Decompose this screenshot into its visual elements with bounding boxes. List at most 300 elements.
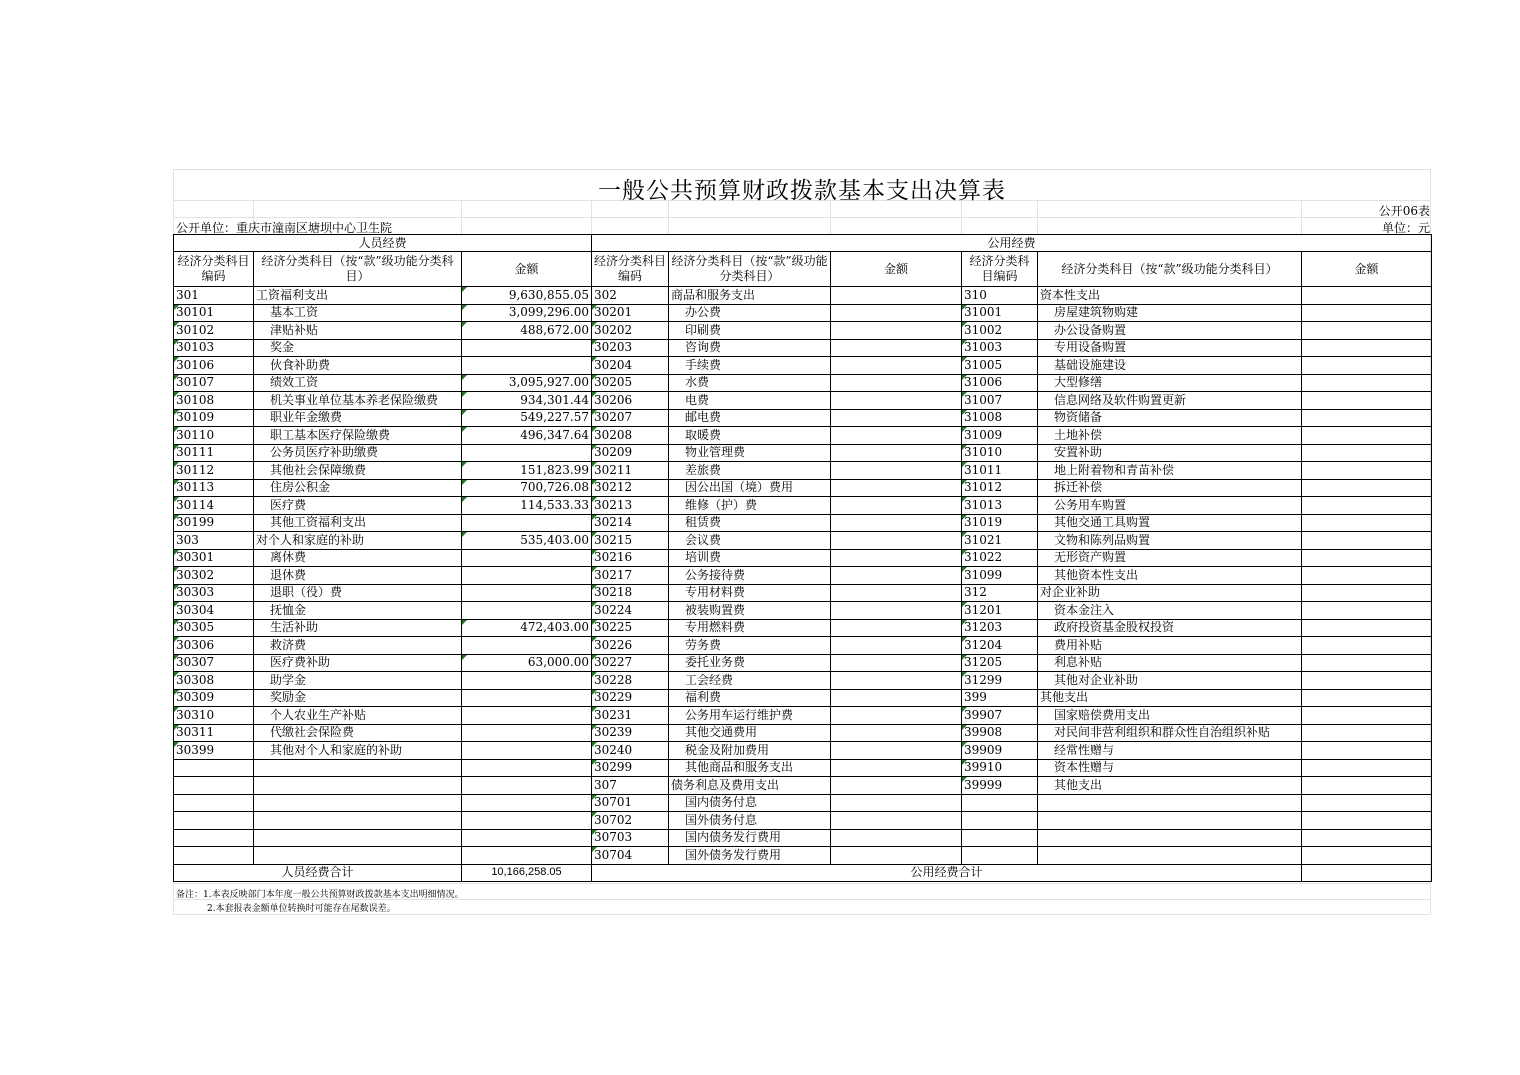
item-cell bbox=[1038, 829, 1302, 847]
amount-cell bbox=[1302, 602, 1432, 620]
item-cell: 国内债务付息 bbox=[669, 794, 831, 812]
code-cell: 30704 bbox=[592, 847, 669, 865]
amount-cell bbox=[1302, 619, 1432, 637]
gridline bbox=[961, 200, 962, 234]
amount-cell bbox=[831, 707, 962, 725]
amount-cell bbox=[462, 567, 592, 585]
item-cell: 物业管理费 bbox=[669, 444, 831, 462]
code-cell: 30101 bbox=[174, 304, 254, 322]
item-cell: 文物和陈列品购置 bbox=[1038, 532, 1302, 550]
amount-cell bbox=[831, 584, 962, 602]
amount-cell: 3,095,927.00 bbox=[462, 374, 592, 392]
item-cell: 国外债务付息 bbox=[669, 812, 831, 830]
item-cell: 商品和服务支出 bbox=[669, 287, 831, 305]
item-cell bbox=[254, 812, 462, 830]
gridline bbox=[173, 883, 1431, 884]
code-cell: 30109 bbox=[174, 409, 254, 427]
code-cell: 30217 bbox=[592, 567, 669, 585]
table-row bbox=[174, 357, 1432, 375]
code-cell bbox=[174, 759, 254, 777]
code-cell: 30301 bbox=[174, 549, 254, 567]
code-cell: 30205 bbox=[592, 374, 669, 392]
item-cell: 维修（护）费 bbox=[669, 497, 831, 515]
item-cell: 对企业补助 bbox=[1038, 584, 1302, 602]
item-cell: 房屋建筑物购建 bbox=[1038, 304, 1302, 322]
personnel-section-header: 人员经费 bbox=[174, 235, 592, 252]
code-cell: 30111 bbox=[174, 444, 254, 462]
column-header-amount: 金额 bbox=[831, 252, 962, 287]
item-cell: 其他对企业补助 bbox=[1038, 672, 1302, 690]
gridline bbox=[173, 217, 1431, 218]
code-cell: 39910 bbox=[962, 759, 1038, 777]
amount-cell bbox=[462, 707, 592, 725]
item-cell: 专用材料费 bbox=[669, 584, 831, 602]
item-cell: 其他对个人和家庭的补助 bbox=[254, 742, 462, 760]
amount-cell bbox=[1302, 637, 1432, 655]
amount-cell bbox=[831, 672, 962, 690]
code-cell: 31019 bbox=[962, 514, 1038, 532]
amount-cell bbox=[1302, 287, 1432, 305]
code-cell: 30702 bbox=[592, 812, 669, 830]
code-cell: 30107 bbox=[174, 374, 254, 392]
amount-cell bbox=[462, 777, 592, 795]
gridline bbox=[461, 200, 462, 234]
amount-cell bbox=[462, 794, 592, 812]
footnotes bbox=[176, 888, 464, 916]
amount-cell bbox=[831, 374, 962, 392]
code-cell: 30110 bbox=[174, 427, 254, 445]
code-cell: 30399 bbox=[174, 742, 254, 760]
item-cell: 退休费 bbox=[254, 567, 462, 585]
code-cell: 31003 bbox=[962, 339, 1038, 357]
table-row bbox=[174, 619, 1432, 637]
item-cell: 生活补助 bbox=[254, 619, 462, 637]
code-cell: 302 bbox=[592, 287, 669, 305]
item-cell bbox=[254, 794, 462, 812]
amount-cell bbox=[462, 339, 592, 357]
code-cell: 31299 bbox=[962, 672, 1038, 690]
code-cell: 30204 bbox=[592, 357, 669, 375]
amount-cell bbox=[1302, 514, 1432, 532]
item-cell: 国内债务发行费用 bbox=[669, 829, 831, 847]
item-cell: 基本工资 bbox=[254, 304, 462, 322]
item-cell: 助学金 bbox=[254, 672, 462, 690]
item-cell: 基础设施建设 bbox=[1038, 357, 1302, 375]
code-cell: 30224 bbox=[592, 602, 669, 620]
code-cell: 31001 bbox=[962, 304, 1038, 322]
item-cell: 工会经费 bbox=[669, 672, 831, 690]
item-cell: 土地补偿 bbox=[1038, 427, 1302, 445]
amount-cell bbox=[1302, 392, 1432, 410]
amount-cell bbox=[1302, 357, 1432, 375]
code-cell: 30226 bbox=[592, 637, 669, 655]
item-cell: 对民间非营利组织和群众性自治组织补贴 bbox=[1038, 724, 1302, 742]
code-cell: 30229 bbox=[592, 689, 669, 707]
item-cell: 经常性赠与 bbox=[1038, 742, 1302, 760]
item-cell: 培训费 bbox=[669, 549, 831, 567]
code-cell bbox=[174, 829, 254, 847]
code-cell: 399 bbox=[962, 689, 1038, 707]
amount-cell bbox=[462, 584, 592, 602]
code-cell: 30701 bbox=[592, 794, 669, 812]
amount-cell bbox=[831, 339, 962, 357]
item-cell: 其他商品和服务支出 bbox=[669, 759, 831, 777]
amount-cell bbox=[462, 444, 592, 462]
code-cell: 30303 bbox=[174, 584, 254, 602]
code-cell: 30307 bbox=[174, 654, 254, 672]
code-cell: 30203 bbox=[592, 339, 669, 357]
column-header-code: 经济分类科目编码 bbox=[592, 252, 669, 287]
amount-cell bbox=[1302, 339, 1432, 357]
amount-cell bbox=[1302, 479, 1432, 497]
amount-cell bbox=[831, 479, 962, 497]
code-cell: 30218 bbox=[592, 584, 669, 602]
column-header-amount: 金额 bbox=[462, 252, 592, 287]
table-row bbox=[174, 462, 1432, 480]
code-cell: 312 bbox=[962, 584, 1038, 602]
item-cell: 邮电费 bbox=[669, 409, 831, 427]
code-cell: 30227 bbox=[592, 654, 669, 672]
item-cell: 信息网络及软件购置更新 bbox=[1038, 392, 1302, 410]
table-row bbox=[174, 549, 1432, 567]
code-cell: 30214 bbox=[592, 514, 669, 532]
item-cell: 伙食补助费 bbox=[254, 357, 462, 375]
amount-cell bbox=[1302, 497, 1432, 515]
table-row bbox=[174, 637, 1432, 655]
item-cell bbox=[1038, 847, 1302, 865]
item-cell: 电费 bbox=[669, 392, 831, 410]
code-cell: 307 bbox=[592, 777, 669, 795]
item-cell: 公务员医疗补助缴费 bbox=[254, 444, 462, 462]
table-row bbox=[174, 602, 1432, 620]
item-cell: 其他支出 bbox=[1038, 689, 1302, 707]
code-cell: 30305 bbox=[174, 619, 254, 637]
amount-cell bbox=[831, 829, 962, 847]
item-cell: 无形资产购置 bbox=[1038, 549, 1302, 567]
gridline bbox=[1301, 200, 1302, 234]
amount-cell bbox=[831, 287, 962, 305]
table-row bbox=[174, 374, 1432, 392]
code-cell: 30112 bbox=[174, 462, 254, 480]
table-row bbox=[174, 427, 1432, 445]
item-cell: 其他社会保障缴费 bbox=[254, 462, 462, 480]
item-cell: 奖金 bbox=[254, 339, 462, 357]
code-cell: 30103 bbox=[174, 339, 254, 357]
amount-cell bbox=[1302, 584, 1432, 602]
code-cell: 30228 bbox=[592, 672, 669, 690]
code-cell: 31009 bbox=[962, 427, 1038, 445]
form-number: 公开06表 bbox=[1378, 204, 1430, 218]
table-row bbox=[174, 444, 1432, 462]
amount-cell bbox=[831, 724, 962, 742]
amount-cell: 114,533.33 bbox=[462, 497, 592, 515]
amount-cell bbox=[462, 689, 592, 707]
item-cell: 办公费 bbox=[669, 304, 831, 322]
amount-cell bbox=[462, 847, 592, 865]
code-cell bbox=[174, 777, 254, 795]
amount-cell bbox=[1302, 654, 1432, 672]
code-cell: 39908 bbox=[962, 724, 1038, 742]
page-title: 一般公共预算财政拨款基本支出决算表 bbox=[598, 178, 1006, 204]
item-cell: 国家赔偿费用支出 bbox=[1038, 707, 1302, 725]
code-cell: 31201 bbox=[962, 602, 1038, 620]
code-cell: 30311 bbox=[174, 724, 254, 742]
amount-cell bbox=[462, 829, 592, 847]
amount-cell bbox=[831, 497, 962, 515]
amount-cell bbox=[831, 777, 962, 795]
item-cell: 咨询费 bbox=[669, 339, 831, 357]
gridline bbox=[1037, 200, 1038, 234]
item-cell: 手续费 bbox=[669, 357, 831, 375]
amount-cell: 472,403.00 bbox=[462, 619, 592, 637]
item-cell: 对个人和家庭的补助 bbox=[254, 532, 462, 550]
column-header-item: 经济分类科目（按“款”级功能分类科目） bbox=[254, 252, 462, 287]
reporting-unit: 公开单位：重庆市潼南区塘坝中心卫生院 bbox=[176, 221, 393, 235]
table-row bbox=[174, 812, 1432, 830]
table-row bbox=[174, 707, 1432, 725]
item-cell: 公务接待费 bbox=[669, 567, 831, 585]
amount-cell bbox=[1302, 532, 1432, 550]
code-cell bbox=[174, 847, 254, 865]
item-cell: 代缴社会保险费 bbox=[254, 724, 462, 742]
item-cell: 拆迁补偿 bbox=[1038, 479, 1302, 497]
table-row bbox=[174, 497, 1432, 515]
amount-cell bbox=[462, 357, 592, 375]
amount-cell: 9,630,855.05 bbox=[462, 287, 592, 305]
amount-cell bbox=[831, 532, 962, 550]
item-cell: 劳务费 bbox=[669, 637, 831, 655]
table-row bbox=[174, 689, 1432, 707]
amount-cell bbox=[831, 689, 962, 707]
code-cell: 30225 bbox=[592, 619, 669, 637]
amount-cell bbox=[831, 462, 962, 480]
item-cell: 因公出国（境）费用 bbox=[669, 479, 831, 497]
code-cell: 39907 bbox=[962, 707, 1038, 725]
item-cell: 职工基本医疗保险缴费 bbox=[254, 427, 462, 445]
amount-cell bbox=[1302, 304, 1432, 322]
item-cell: 物资储备 bbox=[1038, 409, 1302, 427]
amount-cell bbox=[1302, 322, 1432, 340]
code-cell bbox=[962, 847, 1038, 865]
amount-cell bbox=[831, 602, 962, 620]
table-row bbox=[174, 479, 1432, 497]
code-cell: 31010 bbox=[962, 444, 1038, 462]
column-header-code: 经济分类科目编码 bbox=[174, 252, 254, 287]
table-row bbox=[174, 409, 1432, 427]
amount-cell: 63,000.00 bbox=[462, 654, 592, 672]
table-row bbox=[174, 392, 1432, 410]
item-cell bbox=[254, 777, 462, 795]
table-row bbox=[174, 759, 1432, 777]
gridline bbox=[830, 200, 831, 234]
item-cell: 退职（役）费 bbox=[254, 584, 462, 602]
code-cell: 31021 bbox=[962, 532, 1038, 550]
item-cell: 取暖费 bbox=[669, 427, 831, 445]
amount-cell bbox=[1302, 567, 1432, 585]
amount-cell bbox=[462, 812, 592, 830]
code-cell bbox=[174, 794, 254, 812]
code-cell: 30309 bbox=[174, 689, 254, 707]
column-header-item: 经济分类科目（按“款”级功能分类科目） bbox=[669, 252, 831, 287]
amount-cell bbox=[462, 759, 592, 777]
amount-cell bbox=[1302, 409, 1432, 427]
amount-cell bbox=[462, 637, 592, 655]
item-cell: 其他交通费用 bbox=[669, 724, 831, 742]
table-row bbox=[174, 339, 1432, 357]
code-cell: 30212 bbox=[592, 479, 669, 497]
amount-cell bbox=[831, 322, 962, 340]
amount-cell bbox=[831, 409, 962, 427]
item-cell: 债务利息及费用支出 bbox=[669, 777, 831, 795]
footnote: 备注：1.本表反映部门本年度一般公共预算财政拨款基本支出明细情况。 bbox=[176, 890, 464, 900]
amount-cell bbox=[1302, 549, 1432, 567]
code-cell: 30310 bbox=[174, 707, 254, 725]
amount-cell bbox=[831, 812, 962, 830]
code-cell: 30102 bbox=[174, 322, 254, 340]
amount-cell bbox=[1302, 724, 1432, 742]
code-cell: 30206 bbox=[592, 392, 669, 410]
amount-cell bbox=[1302, 847, 1432, 865]
item-cell: 国外债务发行费用 bbox=[669, 847, 831, 865]
amount-cell: 700,726.08 bbox=[462, 479, 592, 497]
amount-cell bbox=[462, 672, 592, 690]
code-cell: 31002 bbox=[962, 322, 1038, 340]
amount-cell bbox=[462, 742, 592, 760]
item-cell: 个人农业生产补贴 bbox=[254, 707, 462, 725]
table-row bbox=[174, 724, 1432, 742]
amount-cell bbox=[831, 357, 962, 375]
table-row bbox=[174, 672, 1432, 690]
amount-cell bbox=[1302, 829, 1432, 847]
table-row bbox=[174, 829, 1432, 847]
expenditure-table bbox=[173, 234, 1432, 882]
item-cell: 津贴补贴 bbox=[254, 322, 462, 340]
code-cell bbox=[962, 794, 1038, 812]
amount-cell bbox=[1302, 812, 1432, 830]
item-cell: 政府投资基金股权投资 bbox=[1038, 619, 1302, 637]
code-cell: 30302 bbox=[174, 567, 254, 585]
amount-cell bbox=[831, 742, 962, 760]
amount-cell bbox=[831, 759, 962, 777]
code-cell: 30231 bbox=[592, 707, 669, 725]
amount-cell bbox=[1302, 374, 1432, 392]
amount-cell bbox=[1302, 707, 1432, 725]
code-cell bbox=[174, 812, 254, 830]
item-cell: 医疗费 bbox=[254, 497, 462, 515]
table-row bbox=[174, 287, 1432, 305]
amount-cell bbox=[1302, 462, 1432, 480]
table-row bbox=[174, 742, 1432, 760]
item-cell: 福利费 bbox=[669, 689, 831, 707]
code-cell bbox=[962, 829, 1038, 847]
code-cell: 30304 bbox=[174, 602, 254, 620]
code-cell: 30202 bbox=[592, 322, 669, 340]
gridline bbox=[668, 200, 669, 234]
code-cell: 31205 bbox=[962, 654, 1038, 672]
item-cell: 费用补贴 bbox=[1038, 637, 1302, 655]
item-cell bbox=[1038, 812, 1302, 830]
amount-cell bbox=[831, 427, 962, 445]
public-total-amount bbox=[1302, 864, 1432, 881]
table-row bbox=[174, 567, 1432, 585]
item-cell: 资本性赠与 bbox=[1038, 759, 1302, 777]
amount-cell bbox=[462, 602, 592, 620]
amount-cell bbox=[462, 724, 592, 742]
code-cell: 30299 bbox=[592, 759, 669, 777]
code-cell: 31204 bbox=[962, 637, 1038, 655]
amount-cell bbox=[1302, 742, 1432, 760]
item-cell: 救济费 bbox=[254, 637, 462, 655]
code-cell: 303 bbox=[174, 532, 254, 550]
code-cell: 30216 bbox=[592, 549, 669, 567]
table-row bbox=[174, 794, 1432, 812]
code-cell: 31022 bbox=[962, 549, 1038, 567]
code-cell: 30113 bbox=[174, 479, 254, 497]
code-cell: 30199 bbox=[174, 514, 254, 532]
code-cell: 30208 bbox=[592, 427, 669, 445]
amount-cell: 535,403.00 bbox=[462, 532, 592, 550]
code-cell: 30308 bbox=[174, 672, 254, 690]
code-cell: 30108 bbox=[174, 392, 254, 410]
item-cell: 大型修缮 bbox=[1038, 374, 1302, 392]
item-cell bbox=[254, 759, 462, 777]
amount-cell bbox=[831, 567, 962, 585]
item-cell: 绩效工资 bbox=[254, 374, 462, 392]
table-row bbox=[174, 847, 1432, 865]
column-header-amount: 金额 bbox=[1302, 252, 1432, 287]
amount-cell: 3,099,296.00 bbox=[462, 304, 592, 322]
item-cell: 资本金注入 bbox=[1038, 602, 1302, 620]
item-cell: 委托业务费 bbox=[669, 654, 831, 672]
amount-cell bbox=[1302, 444, 1432, 462]
gridline bbox=[591, 200, 592, 234]
item-cell: 地上附着物和青苗补偿 bbox=[1038, 462, 1302, 480]
item-cell: 医疗费补助 bbox=[254, 654, 462, 672]
item-cell: 专用燃料费 bbox=[669, 619, 831, 637]
item-cell: 其他交通工具购置 bbox=[1038, 514, 1302, 532]
item-cell: 会议费 bbox=[669, 532, 831, 550]
code-cell: 30213 bbox=[592, 497, 669, 515]
code-cell: 31203 bbox=[962, 619, 1038, 637]
column-header-code: 经济分类科目编码 bbox=[962, 252, 1038, 287]
code-cell: 31006 bbox=[962, 374, 1038, 392]
amount-cell bbox=[831, 654, 962, 672]
currency-unit: 单位：元 bbox=[1381, 221, 1430, 235]
personnel-total-label: 人员经费合计 bbox=[174, 864, 462, 881]
code-cell: 30114 bbox=[174, 497, 254, 515]
amount-cell bbox=[1302, 759, 1432, 777]
table-row bbox=[174, 777, 1432, 795]
amount-cell bbox=[462, 549, 592, 567]
item-cell bbox=[254, 829, 462, 847]
amount-cell bbox=[1302, 427, 1432, 445]
amount-cell bbox=[1302, 777, 1432, 795]
code-cell: 30240 bbox=[592, 742, 669, 760]
code-cell: 30703 bbox=[592, 829, 669, 847]
item-cell: 印刷费 bbox=[669, 322, 831, 340]
item-cell: 其他工资福利支出 bbox=[254, 514, 462, 532]
column-header-item: 经济分类科目（按“款”级功能分类科目） bbox=[1038, 252, 1302, 287]
amount-cell bbox=[462, 514, 592, 532]
table-body bbox=[174, 287, 1432, 865]
item-cell: 其他支出 bbox=[1038, 777, 1302, 795]
code-cell: 30207 bbox=[592, 409, 669, 427]
table-row bbox=[174, 532, 1432, 550]
amount-cell bbox=[831, 444, 962, 462]
code-cell: 30106 bbox=[174, 357, 254, 375]
code-cell: 30215 bbox=[592, 532, 669, 550]
code-cell bbox=[962, 812, 1038, 830]
